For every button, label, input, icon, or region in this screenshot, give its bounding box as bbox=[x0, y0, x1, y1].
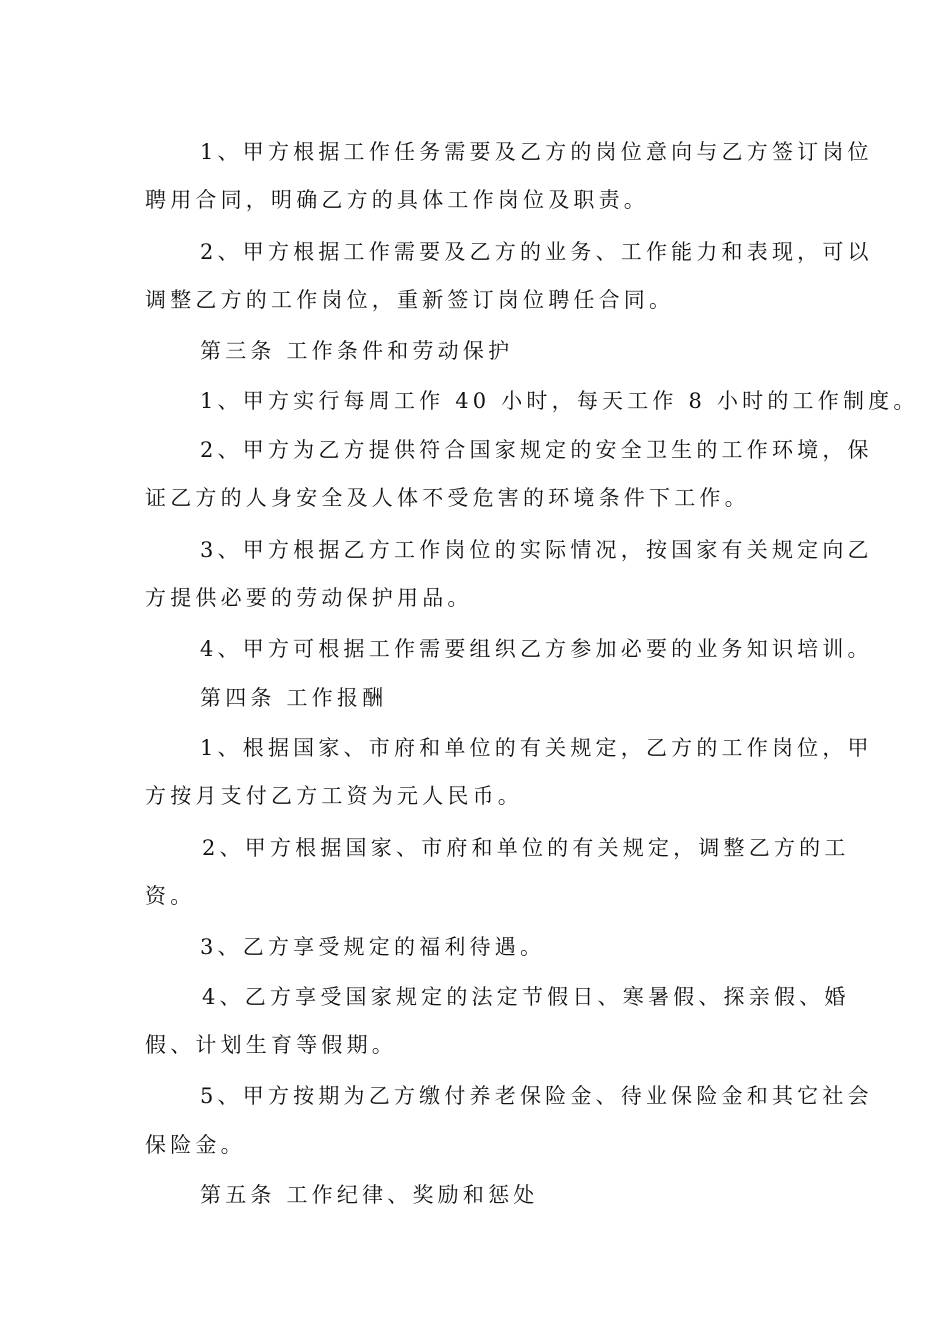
section-heading: 第五条 工作纪律、奖励和惩处 bbox=[200, 1183, 539, 1207]
paragraph-line: 1、甲方根据工作任务需要及乙方的岗位意向与乙方签订岗位 bbox=[200, 140, 873, 164]
section-heading: 第四条 工作报酬 bbox=[200, 686, 388, 710]
paragraph-line: 2、甲方为乙方提供符合国家规定的安全卫生的工作环境，保 bbox=[200, 438, 873, 462]
paragraph-line: 假、计划生育等假期。 bbox=[145, 1033, 397, 1057]
paragraph-line: 方提供必要的劳动保护用品。 bbox=[145, 586, 473, 610]
paragraph-line: 4、甲方可根据工作需要组织乙方参加必要的业务知识培训。 bbox=[200, 637, 873, 661]
paragraph-line: 3、乙方享受规定的福利待遇。 bbox=[200, 935, 546, 959]
paragraph-line: 资。 bbox=[145, 884, 196, 908]
paragraph-line: 5、甲方按期为乙方缴付养老保险金、待业保险金和其它社会 bbox=[200, 1084, 873, 1108]
section-heading: 第三条 工作条件和劳动保护 bbox=[200, 339, 514, 363]
paragraph-line: 3、甲方根据乙方工作岗位的实际情况，按国家有关规定向乙 bbox=[200, 538, 873, 562]
paragraph-line: 1、根据国家、市府和单位的有关规定，乙方的工作岗位，甲 bbox=[200, 736, 873, 760]
paragraph-line: 方按月支付乙方工资为元人民币。 bbox=[145, 784, 523, 808]
paragraph-line: 4、乙方享受国家规定的法定节假日、寒暑假、探亲假、婚 bbox=[202, 985, 850, 1009]
paragraph-line: 1、甲方实行每周工作 40 小时，每天工作 8 小时的工作制度。 bbox=[200, 389, 919, 413]
paragraph-line: 2、甲方根据国家、市府和单位的有关规定，调整乙方的工 bbox=[202, 836, 850, 860]
paragraph-line: 2、甲方根据工作需要及乙方的业务、工作能力和表现，可以 bbox=[200, 240, 873, 264]
paragraph-line: 证乙方的人身安全及人体不受危害的环境条件下工作。 bbox=[145, 486, 750, 510]
paragraph-line: 调整乙方的工作岗位，重新签订岗位聘任合同。 bbox=[145, 288, 675, 312]
paragraph-line: 保险金。 bbox=[145, 1133, 246, 1157]
paragraph-line: 聘用合同，明确乙方的具体工作岗位及职责。 bbox=[145, 188, 649, 212]
